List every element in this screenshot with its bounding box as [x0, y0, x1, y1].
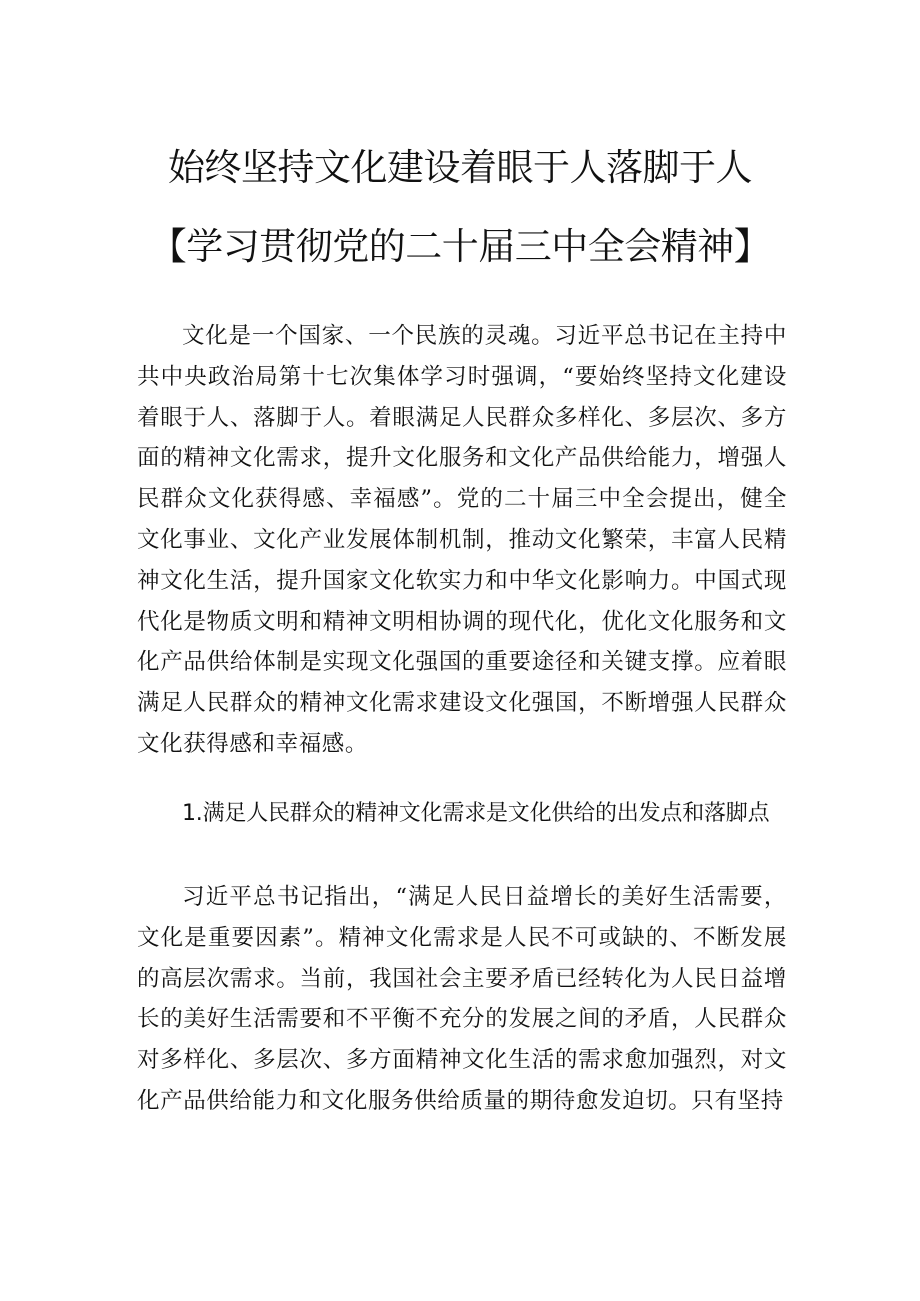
document-subtitle: 【学习贯彻党的二十届三中全会精神】 [149, 225, 771, 268]
body-paragraph-intro: 文化是一个国家、一个民族的灵魂。习近平总书记在主持中共中央政治局第十七次集体学习时强调，“要始终坚持文化建设着眼于人、落脚于人。着眼满足人民群众多样化、多层次、多方面的精神文化需求，提升文化服务和文化产品供给能力，增强人民群众文化获得感、幸福感”。党的二十届三中全会提出，健全文化事业、文化产业发展体制机制，推动文化繁荣，丰富人民精神文化生活，提升国家文化软实力和中华文化影响力。中国式现代化是物质文明和精神文明相协调的现代化，优化文化服务和文化产品供给体制是实现文化强国的重要途径和关键支撑。应着眼满足人民群众的精神文化需求建设文化强国，不断增强人民群众文化获得感和幸福感。 [137, 323, 787, 757]
body-paragraph-section1: 习近平总书记指出，“满足人民日益增长的美好生活需要，文化是重要因素”。精神文化需求是人民不可或缺的、不断发展的高层次需求。当前，我国社会主要矛盾已经转化为人民日益增长的美好生活需要和不平衡不充分的发展之间的矛盾，人民群众对多样化、多层次、多方面精神文化生活的需求愈加强烈，对文化产品供给能力和文化服务供给质量的期待愈发迫切。只有坚持 [137, 884, 787, 1114]
document-title: 始终坚持文化建设着眼于人落脚于人 [168, 146, 752, 189]
section-heading-1: 1.满足人民群众的精神文化需求是文化供给的出发点和落脚点 [182, 801, 770, 826]
